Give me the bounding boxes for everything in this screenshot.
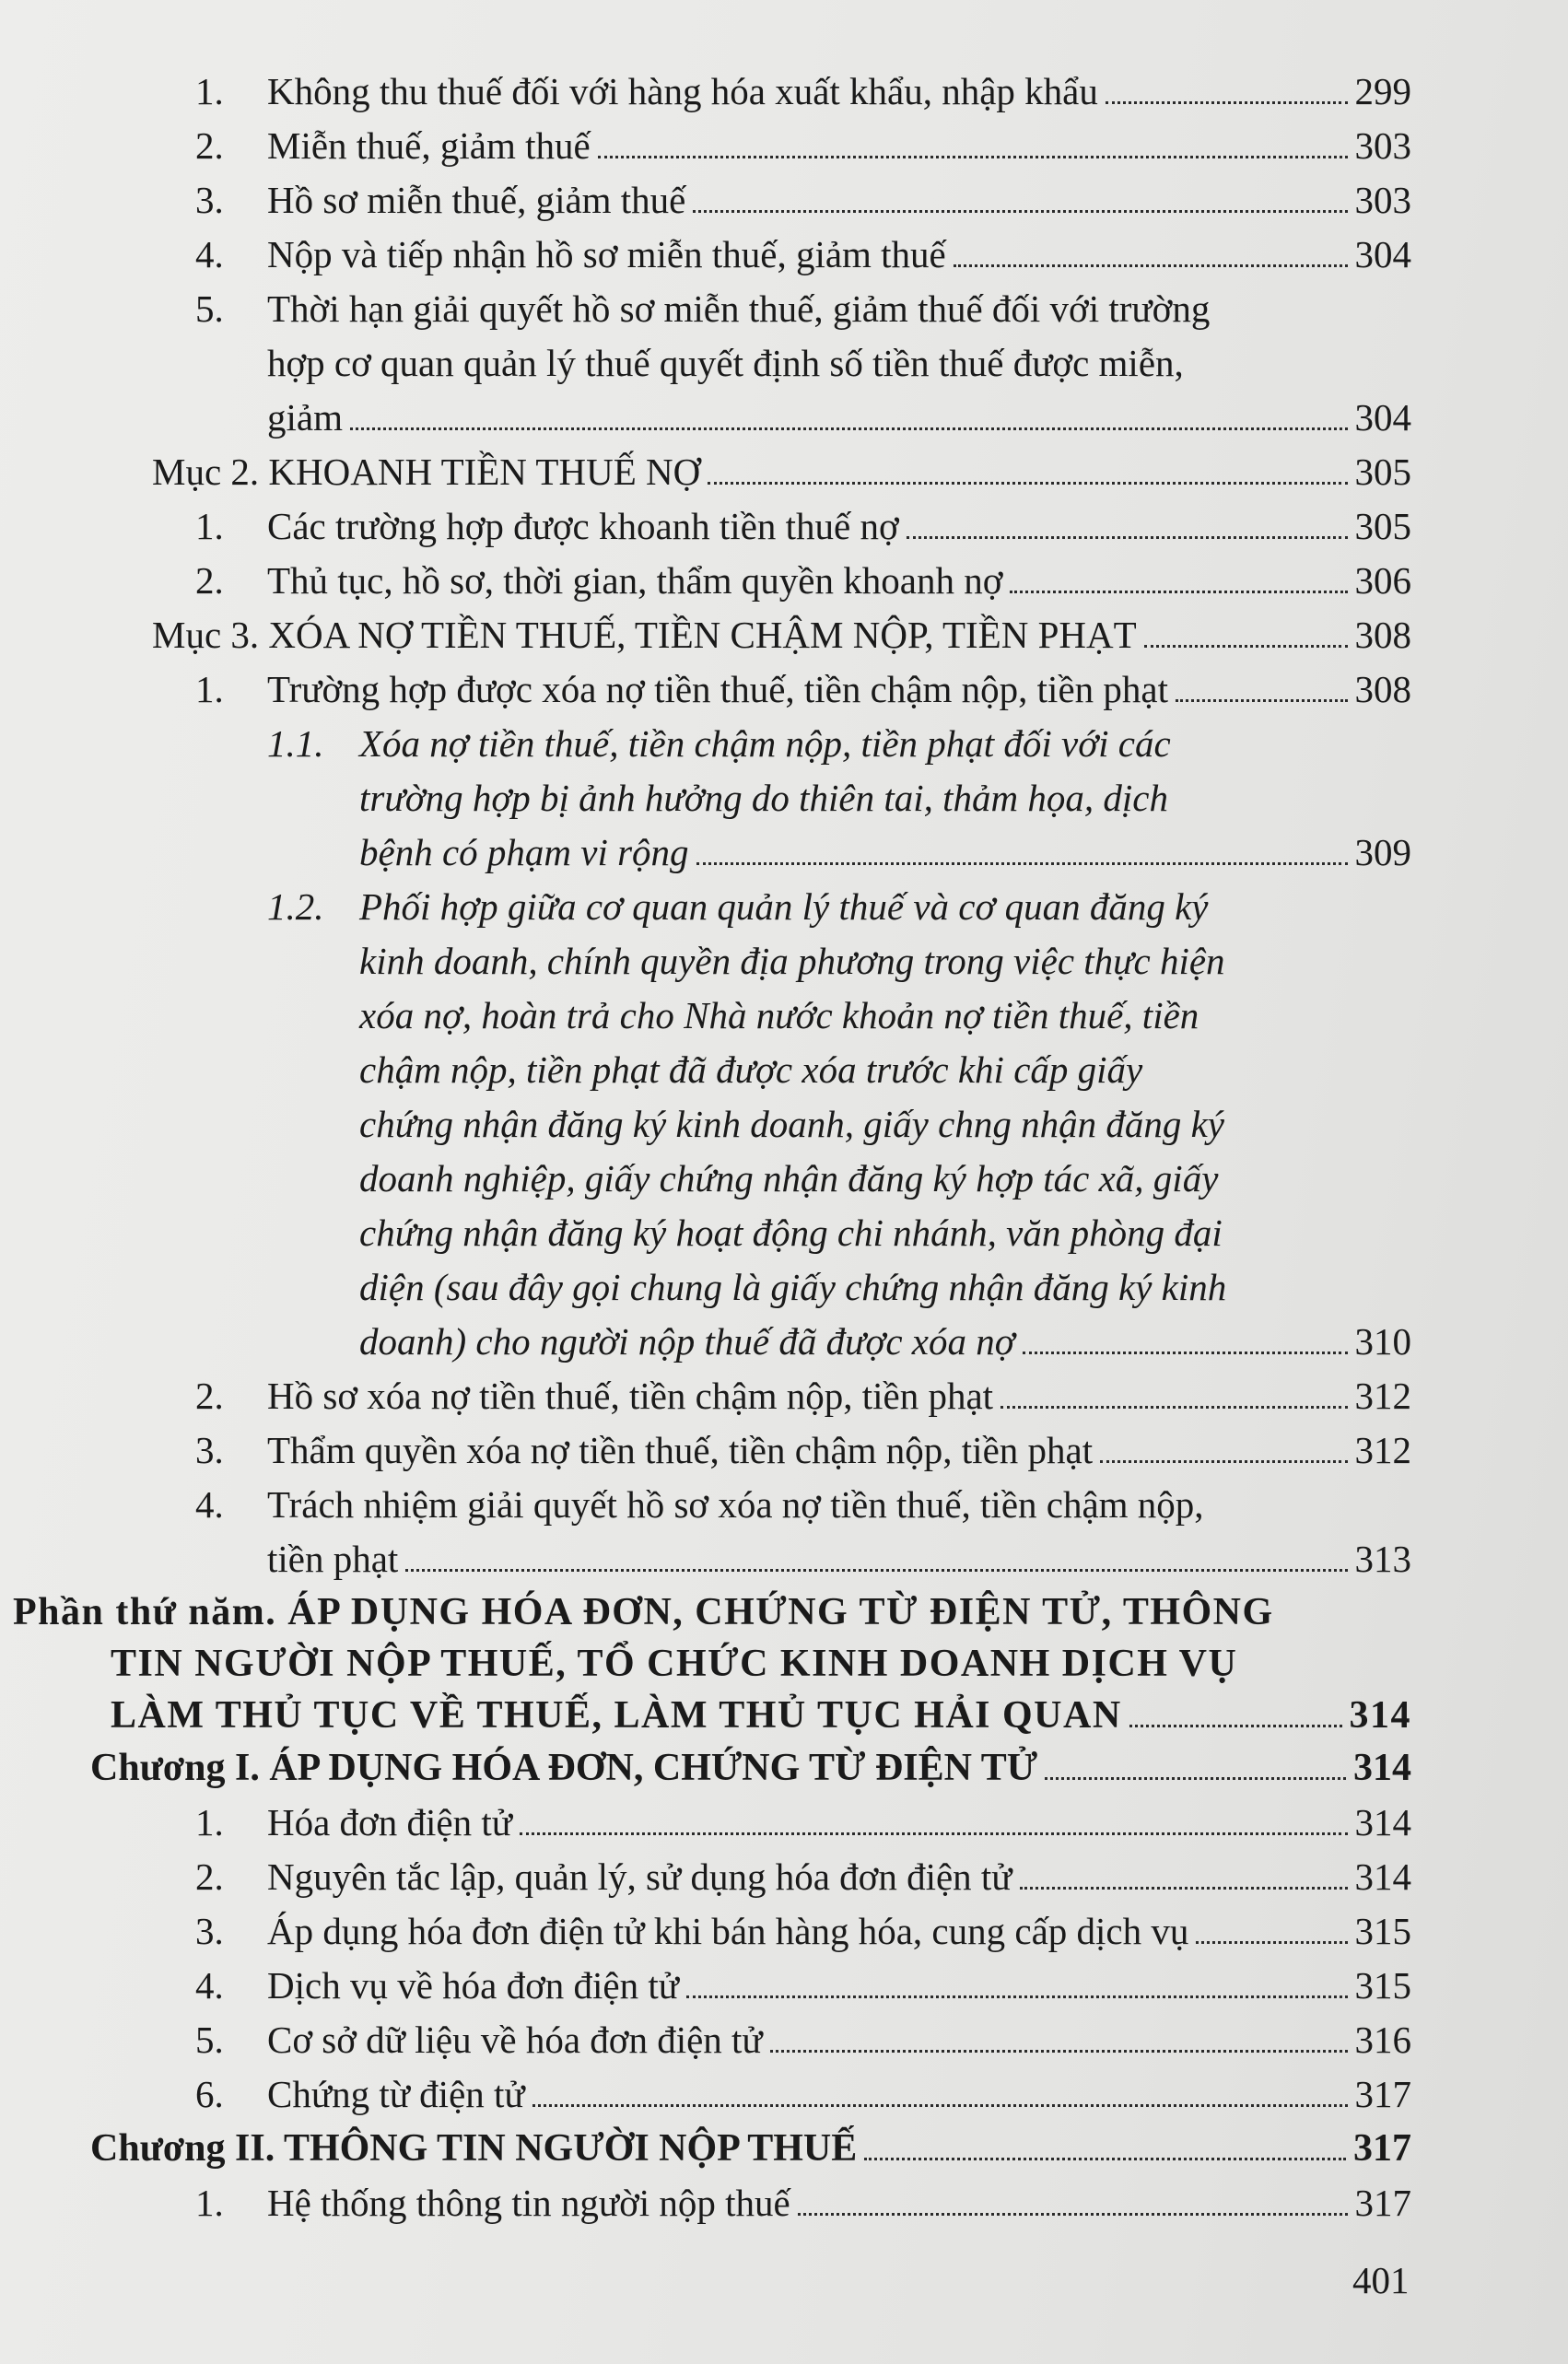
dot-leader [1100, 1460, 1347, 1463]
dot-leader [1106, 101, 1348, 104]
dot-leader [405, 1569, 1347, 1572]
entry-page: 314 [1354, 1855, 1411, 1898]
toc-part [0, 1586, 1568, 1741]
dot-leader [864, 2158, 1346, 2160]
entry-title-line: diện (sau đây gọi chung là giấy chứng nhận đăng ký kinh [359, 1266, 1227, 1308]
chapter-title: Chương II. THÔNG TIN NGƯỜI NỘP THUẾ [90, 2127, 858, 2170]
dot-leader [954, 264, 1348, 267]
dot-leader [520, 1832, 1348, 1835]
entry-page: 315 [1354, 1910, 1411, 1952]
toc-subentry [0, 880, 1568, 1369]
entry-page: 312 [1354, 1375, 1411, 1417]
entry-title: Các trường hợp được khoanh tiền thuế nợ [267, 505, 899, 547]
dot-leader [1045, 1777, 1346, 1780]
toc-entry [0, 662, 1568, 717]
dot-leader [693, 210, 1347, 213]
dot-leader [798, 2213, 1348, 2216]
toc-entry [0, 228, 1568, 282]
entry-title-line: Thời hạn giải quyết hồ sơ miễn thuế, giảm thuế đối với trường [267, 287, 1211, 330]
entry-title-end: tiền phạt [267, 1538, 399, 1580]
dot-leader [1144, 645, 1348, 648]
dot-leader [770, 2050, 1348, 2053]
chapter-title: Chương I. ÁP DỤNG HÓA ĐƠN, CHỨNG TỪ ĐIỆN TỬ [90, 1747, 1038, 1789]
toc-entry [0, 2067, 1568, 2122]
entry-title: Chứng từ điện tử [267, 2073, 525, 2115]
entry-title-end: giảm [267, 396, 343, 439]
toc-entry [0, 1478, 1568, 1586]
toc-entry [0, 1904, 1568, 1959]
entry-page: 303 [1354, 124, 1411, 167]
entry-number: 1. [195, 2182, 224, 2224]
entry-number: 3. [195, 179, 224, 221]
entry-title-end: bệnh có phạm vi rộng [359, 831, 689, 873]
dot-leader [1129, 1725, 1342, 1727]
dot-leader [1196, 1941, 1347, 1944]
toc-section [0, 608, 1568, 662]
toc-subentry [0, 717, 1568, 880]
toc-entry [0, 2176, 1568, 2230]
dot-leader [1010, 591, 1347, 593]
toc-entry [0, 499, 1568, 554]
entry-number: 1. [195, 668, 224, 710]
entry-title-line: trường hợp bị ảnh hưởng do thiên tai, thảm họa, dịch [359, 777, 1168, 819]
entry-title-end: doanh) cho người nộp thuế đã được xóa nợ [359, 1320, 1015, 1363]
dot-leader [350, 427, 1348, 430]
entry-title: Hồ sơ miễn thuế, giảm thuế [267, 179, 686, 221]
entry-page: 306 [1354, 559, 1411, 602]
page-number: 401 [1352, 2259, 1410, 2301]
entry-number: 1. [195, 505, 224, 547]
dot-leader [598, 156, 1348, 158]
entry-page: 316 [1354, 2019, 1411, 2061]
toc-entry [0, 1850, 1568, 1904]
entry-number: 4. [195, 1964, 224, 2007]
entry-title: Thẩm quyền xóa nợ tiền thuế, tiền chậm nộp, tiền phạt [267, 1429, 1094, 1471]
toc-entry [0, 1796, 1568, 1850]
entry-page: 314 [1354, 1801, 1411, 1843]
toc-entry [0, 119, 1568, 173]
entry-title-line: doanh nghiệp, giấy chứng nhận đăng ký hợp tác xã, giấy [359, 1157, 1219, 1200]
entry-title: Nguyên tắc lập, quản lý, sử dụng hóa đơn điện tử [267, 1855, 1012, 1898]
entry-title-line: xóa nợ, hoàn trả cho Nhà nước khoản nợ tiền thuế, tiền [359, 994, 1199, 1036]
part-title-line: TIN NGƯỜI NỘP THUẾ, TỔ CHỨC KINH DOANH DỊCH VỤ [111, 1643, 1238, 1685]
entry-page: 317 [1354, 2073, 1411, 2115]
toc-entry [0, 1369, 1568, 1423]
entry-number: 2. [195, 1375, 224, 1417]
part-title-end: LÀM THỦ TỤC VỀ THUẾ, LÀM THỦ TỤC HẢI QUAN [111, 1694, 1122, 1737]
entry-title-line: hợp cơ quan quản lý thuế quyết định số tiền thuế được miễn, [267, 342, 1184, 384]
entry-title-line: chứng nhận đăng ký kinh doanh, giấy chng nhận đăng ký [359, 1103, 1224, 1145]
entry-title: Miễn thuế, giảm thuế [267, 124, 591, 167]
toc-entry [0, 173, 1568, 228]
entry-title: Hóa đơn điện tử [267, 1801, 512, 1843]
entry-number: 1. [195, 1801, 224, 1843]
entry-title: Không thu thuế đối với hàng hóa xuất khẩu, nhập khẩu [267, 70, 1098, 112]
entry-title-line: chậm nộp, tiền phạt đã được xóa trước khi cấp giấy [359, 1048, 1143, 1091]
entry-title: Thủ tục, hồ sơ, thời gian, thẩm quyền khoanh nợ [267, 559, 1003, 602]
entry-number: 5. [195, 2019, 224, 2061]
entry-title-line: chứng nhận đăng ký hoạt động chi nhánh, văn phòng đại [359, 1211, 1223, 1254]
entry-page: 308 [1354, 668, 1411, 710]
entry-page: 317 [1353, 2127, 1411, 2170]
entry-title: Dịch vụ về hóa đơn điện tử [267, 1964, 679, 2007]
entry-page: 305 [1354, 505, 1411, 547]
toc-chapter [0, 2122, 1568, 2176]
section-title: Mục 3. XÓA NỢ TIỀN THUẾ, TIỀN CHẬM NỘP, TIỀN PHẠT [152, 614, 1137, 656]
entry-title: Hồ sơ xóa nợ tiền thuế, tiền chậm nộp, tiền phạt [267, 1375, 994, 1417]
entry-page: 314 [1353, 1747, 1411, 1789]
entry-page: 310 [1354, 1320, 1411, 1363]
entry-page: 299 [1354, 70, 1411, 112]
entry-page: 312 [1354, 1429, 1411, 1471]
entry-number: 4. [195, 233, 224, 275]
section-title: Mục 2. KHOANH TIỀN THUẾ NỢ [152, 451, 701, 493]
entry-page: 317 [1354, 2182, 1411, 2224]
toc-entry [0, 282, 1568, 445]
entry-number: 2. [195, 559, 224, 602]
entry-title-line: Xóa nợ tiền thuế, tiền chậm nộp, tiền phạt đối với các [359, 722, 1171, 765]
entry-title: Trường hợp được xóa nợ tiền thuế, tiền chậm nộp, tiền phạt [267, 668, 1168, 710]
entry-number: 5. [195, 287, 224, 330]
entry-title: Nộp và tiếp nhận hồ sơ miễn thuế, giảm thuế [267, 233, 946, 275]
entry-title-line: kinh doanh, chính quyền địa phương trong việc thực hiện [359, 940, 1225, 982]
part-title-line: Phần thứ năm. ÁP DỤNG HÓA ĐƠN, CHỨNG TỪ ĐIỆN TỬ, THÔNG [13, 1591, 1274, 1633]
toc-entry [0, 64, 1568, 119]
entry-number: 4. [195, 1483, 224, 1526]
toc-section [0, 445, 1568, 499]
entry-page: 308 [1354, 614, 1411, 656]
entry-page: 314 [1349, 1694, 1411, 1737]
dot-leader [1000, 1406, 1347, 1409]
dot-leader [708, 482, 1347, 485]
dot-leader [686, 1995, 1348, 1998]
dot-leader [1176, 699, 1348, 702]
dot-leader [532, 2104, 1348, 2107]
entry-title-line: Phối hợp giữa cơ quan quản lý thuế và cơ quan đăng ký [359, 885, 1209, 928]
entry-page: 315 [1354, 1964, 1411, 2007]
toc-entry [0, 1959, 1568, 2013]
dot-leader [907, 536, 1348, 539]
entry-page: 305 [1354, 451, 1411, 493]
entry-page: 313 [1354, 1538, 1411, 1580]
dot-leader [1020, 1887, 1348, 1890]
entry-title-line: Trách nhiệm giải quyết hồ sơ xóa nợ tiền thuế, tiền chậm nộp, [267, 1483, 1204, 1526]
entry-page: 304 [1354, 396, 1411, 439]
entry-title: Cơ sở dữ liệu về hóa đơn điện tử [267, 2019, 763, 2061]
dot-leader [696, 862, 1348, 865]
entry-number: 3. [195, 1910, 224, 1952]
dot-leader [1023, 1352, 1348, 1354]
toc-chapter [0, 1741, 1568, 1796]
entry-number: 6. [195, 2073, 224, 2115]
entry-number: 1.2. [267, 885, 324, 928]
entry-page: 309 [1354, 831, 1411, 873]
entry-page: 303 [1354, 179, 1411, 221]
toc-entry [0, 2013, 1568, 2067]
entry-number: 1.1. [267, 722, 324, 765]
entry-title: Áp dụng hóa đơn điện tử khi bán hàng hóa, cung cấp dịch vụ [267, 1910, 1189, 1952]
entry-number: 3. [195, 1429, 224, 1471]
table-of-contents [0, 64, 1568, 2230]
toc-entry [0, 1423, 1568, 1478]
entry-page: 304 [1354, 233, 1411, 275]
entry-number: 2. [195, 124, 224, 167]
entry-number: 2. [195, 1855, 224, 1898]
entry-title: Hệ thống thông tin người nộp thuế [267, 2182, 790, 2224]
entry-number: 1. [195, 70, 224, 112]
toc-entry [0, 554, 1568, 608]
